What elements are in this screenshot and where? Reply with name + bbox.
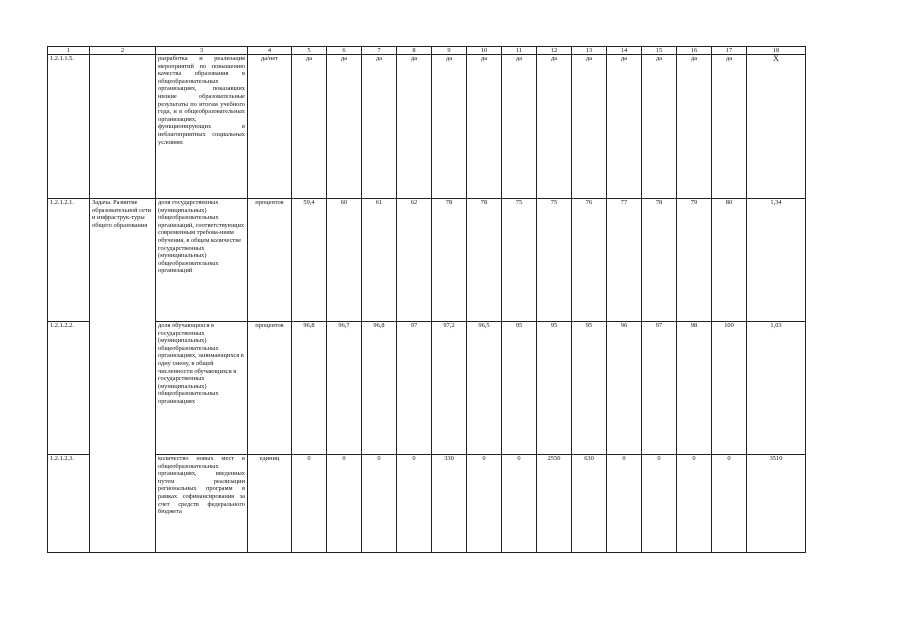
row-value: 96 (607, 322, 642, 455)
row-unit: процентов (248, 322, 292, 455)
row-value: да (572, 55, 607, 199)
row-value: да (642, 55, 677, 199)
column-header: 17 (712, 47, 747, 55)
row-value: 0 (677, 455, 712, 553)
column-header: 7 (362, 47, 397, 55)
column-header: 3 (156, 47, 248, 55)
column-header: 11 (502, 47, 537, 55)
row-value: 95 (502, 322, 537, 455)
row-value: 0 (712, 455, 747, 553)
row-value: 97,2 (432, 322, 467, 455)
column-header: 5 (292, 47, 327, 55)
table-row (48, 199, 806, 322)
row-value: да (432, 55, 467, 199)
row-value: 77 (607, 199, 642, 322)
row-total: Х (747, 55, 806, 199)
row-value: 97 (397, 322, 432, 455)
row-task (90, 55, 156, 199)
row-value: 96,8 (292, 322, 327, 455)
row-unit: единиц (248, 455, 292, 553)
row-value: да (537, 55, 572, 199)
row-unit: процентов (248, 199, 292, 322)
column-header: 12 (537, 47, 572, 55)
row-value: 0 (502, 455, 537, 553)
row-indicator: количество новых мест в общеобразовательных организациях, введенных путем реализации региональных программ в рамках софинансирования за счет средств федерального бюджета (156, 455, 248, 553)
row-value: 0 (467, 455, 502, 553)
row-value: 97 (642, 322, 677, 455)
row-value: 78 (467, 199, 502, 322)
column-number-row (48, 47, 806, 55)
row-code: 1.2.1.1.5. (48, 55, 90, 199)
column-header: 9 (432, 47, 467, 55)
row-value: 78 (432, 199, 467, 322)
column-header: 1 (48, 47, 90, 55)
row-value: 95 (537, 322, 572, 455)
column-header: 15 (642, 47, 677, 55)
row-value: 62 (397, 199, 432, 322)
indicators-table (47, 46, 806, 553)
row-value: да (397, 55, 432, 199)
row-total: 1,34 (747, 199, 806, 322)
row-value: да (362, 55, 397, 199)
row-value: 2550 (537, 455, 572, 553)
row-value: 98 (677, 322, 712, 455)
row-unit: да/нет (248, 55, 292, 199)
row-value: да (677, 55, 712, 199)
column-header: 8 (397, 47, 432, 55)
row-value: 0 (607, 455, 642, 553)
row-value: 330 (432, 455, 467, 553)
row-value: 95 (572, 322, 607, 455)
row-value: 0 (327, 455, 362, 553)
row-value: да (467, 55, 502, 199)
table-row (48, 455, 806, 553)
row-value: 59,4 (292, 199, 327, 322)
row-value: 75 (502, 199, 537, 322)
row-value: 96,7 (327, 322, 362, 455)
row-value: 100 (712, 322, 747, 455)
row-value: 0 (642, 455, 677, 553)
column-header: 4 (248, 47, 292, 55)
row-value: 79 (677, 199, 712, 322)
row-value: да (327, 55, 362, 199)
row-value: 76 (572, 199, 607, 322)
row-value: 75 (537, 199, 572, 322)
row-value: 96,8 (362, 322, 397, 455)
row-value: да (607, 55, 642, 199)
row-value: 60 (327, 199, 362, 322)
row-value: 0 (397, 455, 432, 553)
row-value: 0 (292, 455, 327, 553)
row-value: 0 (362, 455, 397, 553)
column-header: 18 (747, 47, 806, 55)
row-indicator: доля обучающихся в государственных (муниципальных) общеобразовательных организациях, занимающихся в одну смену, в общей численности обучающихся в государственных (муниципальных) общеобразовательных организациях (156, 322, 248, 455)
row-value: 78 (642, 199, 677, 322)
row-value: да (292, 55, 327, 199)
row-value: да (502, 55, 537, 199)
row-indicator: доля государственных (муниципальных) общеобразовательных организаций, соответствующих современным требова-ниям обучения, в общем количестве государственных (муниципальных) общеобразовательных организаций (156, 199, 248, 322)
row-value: да (712, 55, 747, 199)
column-header: 2 (90, 47, 156, 55)
row-indicator: разработка и реализация мероприятий по повышению качества образования в общеобразовательных организациях, показавших низкие образовательные результаты по итогам учебного года, и в общеобразовательных организациях, функционирующих в неблагоприятных социальных условиях (156, 55, 248, 199)
row-total: 3510 (747, 455, 806, 553)
row-code: 1.2.1.2.2. (48, 322, 90, 455)
table-row (48, 322, 806, 455)
column-header: 6 (327, 47, 362, 55)
row-value: 630 (572, 455, 607, 553)
row-value: 80 (712, 199, 747, 322)
row-code: 1.2.1.2.3. (48, 455, 90, 553)
table-row (48, 55, 806, 199)
row-value: 96,5 (467, 322, 502, 455)
row-value: 61 (362, 199, 397, 322)
column-header: 14 (607, 47, 642, 55)
row-code: 1.2.1.2.1. (48, 199, 90, 322)
row-total: 1,03 (747, 322, 806, 455)
column-header: 16 (677, 47, 712, 55)
row-task: Задача. Развитие образовательной сети и инфраструк-туры общего образования (90, 199, 156, 553)
column-header: 10 (467, 47, 502, 55)
column-header: 13 (572, 47, 607, 55)
